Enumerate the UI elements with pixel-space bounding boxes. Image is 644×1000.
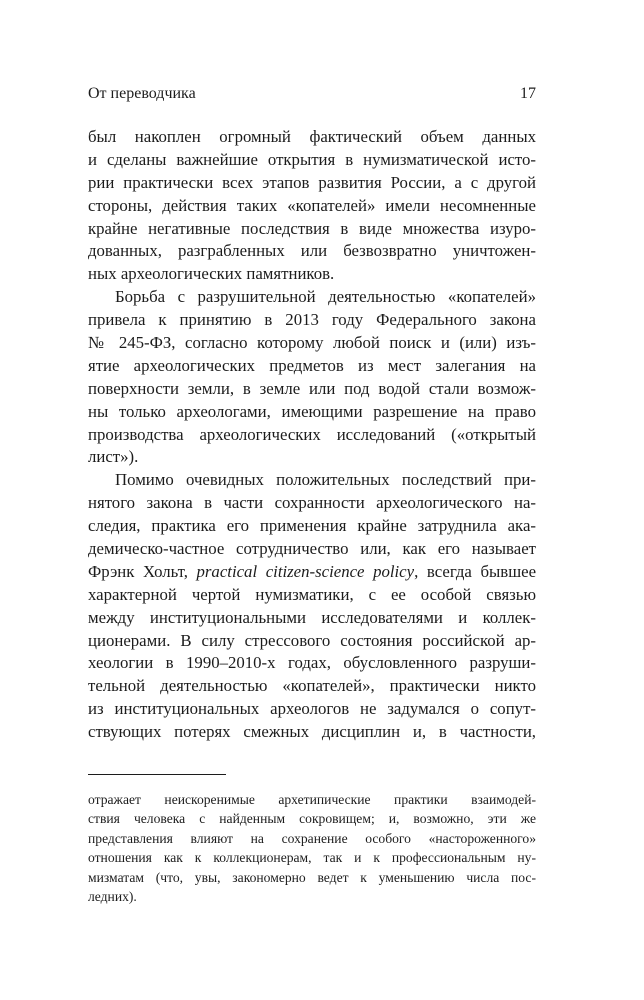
footnote-separator — [88, 774, 226, 775]
page-number: 17 — [520, 85, 536, 102]
paragraph-3 — [88, 469, 536, 744]
footnote-line: мизматам (что, увы, закономерно ведет к уменьшению числа пос- — [88, 869, 536, 885]
footnote — [88, 790, 536, 906]
text-line: № 245-ФЗ, согласно которому любой поиск и (или) изъ- — [88, 333, 536, 353]
text-line: привела к принятию в 2013 году Федерального закона — [88, 310, 536, 330]
text-line: характерной чертой нумизматики, с ее особой связью — [88, 584, 536, 604]
text-line: производства археологических исследований («открытый — [88, 424, 536, 444]
text-line: ционерами. В силу стрессового состояния российской ар- — [88, 630, 536, 650]
text-line: между институциональными исследователями и коллек- — [88, 607, 536, 627]
paragraph-1 — [88, 126, 536, 286]
footnote-line: ствия человека с найденным сокровищем; и, возможно, эти же — [88, 811, 536, 827]
text-line: из институциональных археологов не задумался о сопут- — [88, 699, 536, 719]
text-line: стороны, действия таких «копателей» имели несомненные — [88, 195, 536, 215]
text-line: был накоплен огромный фактический объем данных — [88, 127, 536, 146]
text-line: нятого закона в части сохранности археологического на- — [88, 493, 536, 513]
text-line: демическо-частное сотрудничество или, как его называет — [88, 539, 536, 559]
text-line: ны только археологами, имеющими разрешение на право — [88, 401, 536, 421]
footnote-line: отражает неискоренимые архетипические практики взаимодей- — [88, 792, 536, 807]
text-line: ствующих потерях смежных дисциплин и, в частности, — [88, 722, 536, 742]
footnote-line: ледних). — [88, 888, 137, 904]
text-line: дованных, разграбленных или безвозвратно уничтожен- — [88, 241, 536, 261]
main-text — [88, 126, 536, 744]
text-line: Помимо очевидных положительных последствий при- — [115, 470, 536, 490]
text-line: и сделаны важнейшие открытия в нумизматической исто- — [88, 149, 536, 169]
text-line: следия, практика его применения крайне затруднила ака- — [88, 516, 536, 536]
text-line: Борьба с разрушительной деятельностью «копателей» — [115, 287, 536, 307]
text-line-with-italic — [88, 561, 536, 584]
paragraph-2 — [88, 286, 536, 469]
footnote-line: представления влияют на сохранение особого «настороженного» — [88, 830, 536, 846]
text-line: хеологии в 1990–2010-х годах, обусловленного разруши- — [88, 653, 536, 673]
text-run: , всегда бывшее — [414, 561, 537, 581]
italic-phrase: practical citizen-science policy — [196, 561, 415, 581]
text-line: рии практически всех этапов развития России, а с другой — [88, 172, 536, 192]
footnote-line: отношения как к коллекционерам, так и к профессиональным ну- — [88, 850, 536, 866]
running-header — [88, 82, 536, 106]
text-line: крайне негативные последствия в виде множества изуро- — [88, 218, 536, 238]
text-run: Фрэнк Хольт, — [88, 561, 188, 581]
text-line: лист»). — [88, 447, 139, 467]
text-line: ятие археологических предметов из мест залегания на — [88, 355, 536, 375]
running-title: От переводчика — [88, 85, 196, 102]
text-line: ных археологических памятников. — [88, 264, 335, 284]
text-line: поверхности земли, в земле или под водой стали возмож- — [88, 378, 536, 398]
text-line: тельной деятельностью «копателей», практически никто — [88, 676, 536, 696]
